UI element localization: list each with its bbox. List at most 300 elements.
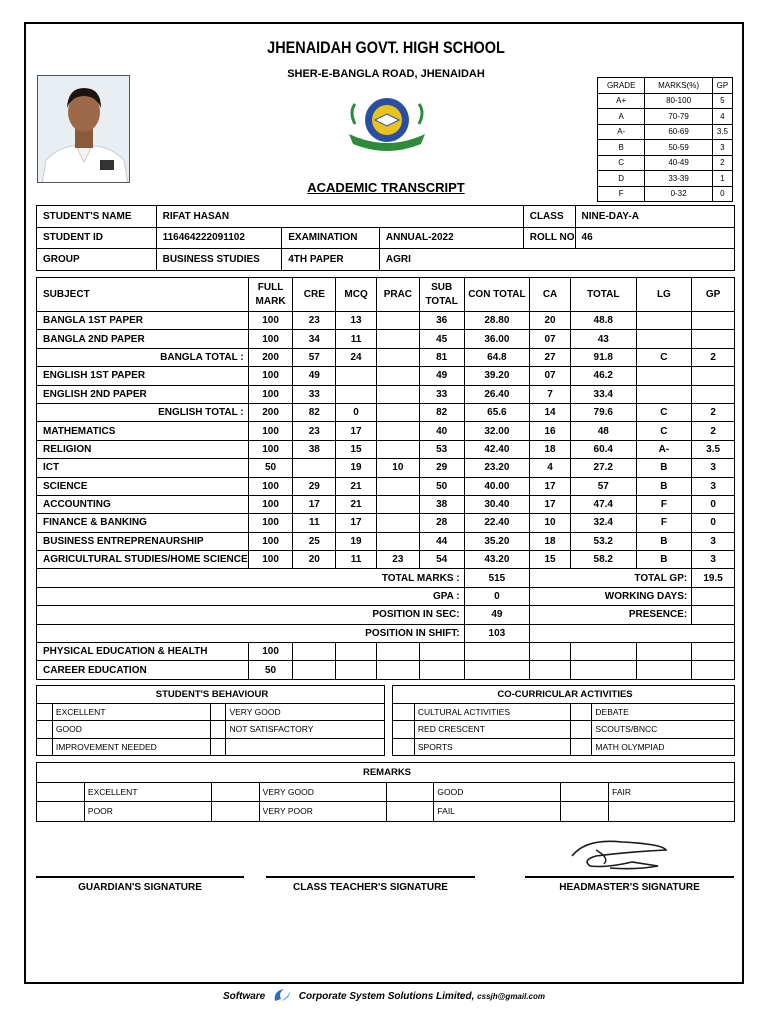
cre-cell: 20 [293, 551, 336, 569]
ca-cell: 18 [530, 440, 571, 458]
marks-table [36, 277, 735, 680]
option-label: GOOD [434, 782, 561, 802]
ca-header: CA [530, 278, 571, 312]
check-box [386, 802, 434, 822]
subject-cell: SCIENCE [37, 477, 249, 495]
option-label: CULTURAL ACTIVITIES [414, 703, 570, 721]
mcq-cell: 24 [336, 348, 377, 366]
gp-cell: 0 [692, 514, 735, 532]
sub-total-cell: 45 [419, 330, 464, 348]
subject-row [37, 385, 735, 403]
check-box [210, 721, 226, 739]
full-mark-cell: 50 [248, 459, 293, 477]
check-box [37, 703, 53, 721]
con-total-cell: 40.00 [464, 477, 530, 495]
ca-cell: 27 [530, 348, 571, 366]
subject-row [37, 551, 735, 569]
con-total-cell: 43.20 [464, 551, 530, 569]
prac-cell [376, 367, 419, 385]
prac-cell [376, 495, 419, 513]
check-box [211, 802, 259, 822]
ca-cell: 10 [530, 514, 571, 532]
empty-cell [530, 643, 571, 661]
total-cell: 46.2 [570, 367, 636, 385]
gp-cell: 5 [712, 93, 732, 109]
option-label: FAIL [434, 802, 561, 822]
student-id: 116464222091102 [156, 227, 282, 249]
subject-cell: BUSINESS ENTREPRENAURSHIP [37, 532, 249, 550]
gp-cell: 2 [692, 403, 735, 421]
empty-cell [464, 661, 530, 679]
check-box [570, 721, 592, 739]
option-label: FAIR [609, 782, 735, 802]
check-box [570, 703, 592, 721]
subject-header: SUBJECT [37, 278, 249, 312]
mcq-cell: 21 [336, 495, 377, 513]
gp-cell [692, 312, 735, 330]
empty-cell [376, 643, 419, 661]
empty-cell [419, 643, 464, 661]
total-cell: 27.2 [570, 459, 636, 477]
subject-cell: BANGLA TOTAL : [37, 348, 249, 366]
check-box [570, 738, 592, 756]
check-box [211, 782, 259, 802]
option-label [226, 738, 385, 756]
lg-header: LG [636, 278, 692, 312]
empty-cell [636, 661, 692, 679]
footer-email: cssjh@gmail.com [477, 992, 545, 1002]
grade-row [598, 124, 733, 140]
subject-cell: AGRICULTURAL STUDIES/HOME SCIENCE [37, 551, 249, 569]
cre-cell: 11 [293, 514, 336, 532]
mcq-cell: 11 [336, 551, 377, 569]
working-days-value [692, 587, 735, 605]
grade-row [598, 186, 733, 202]
prac-cell [376, 440, 419, 458]
subject-row [37, 459, 735, 477]
teacher-signature-line [266, 876, 475, 878]
check-box [210, 703, 226, 721]
prac-cell [376, 385, 419, 403]
presence-value [692, 606, 735, 624]
lg-cell: B [636, 459, 692, 477]
check-box [37, 738, 53, 756]
con-total-cell: 39.20 [464, 367, 530, 385]
activity-row [393, 703, 735, 721]
position-shift-value: 103 [464, 624, 530, 642]
cre-cell: 33 [293, 385, 336, 403]
marks-range-cell: 80-100 [645, 93, 712, 109]
mcq-cell: 0 [336, 403, 377, 421]
empty-cell [293, 661, 336, 679]
empty-cell [336, 643, 377, 661]
grade-row [598, 109, 733, 125]
option-label [609, 802, 735, 822]
mcq-cell: 19 [336, 459, 377, 477]
gp-cell: 2 [692, 348, 735, 366]
grade-header: GRADE [598, 78, 645, 94]
class-label: CLASS [523, 206, 575, 228]
full-mark-cell: 100 [248, 643, 293, 661]
examination-label: EXAMINATION [282, 227, 380, 249]
cre-header: CRE [293, 278, 336, 312]
full-mark-cell: 100 [248, 495, 293, 513]
total-gp-label: TOTAL GP: [530, 569, 692, 587]
subject-cell: BANGLA 2ND PAPER [37, 330, 249, 348]
prac-cell: 10 [376, 459, 419, 477]
option-label: EXCELLENT [84, 782, 211, 802]
gp-cell: 3 [692, 532, 735, 550]
grade-cell: A- [598, 124, 645, 140]
cre-cell [293, 459, 336, 477]
transcript-title: ACADEMIC TRANSCRIPT [307, 180, 465, 195]
cre-cell: 82 [293, 403, 336, 421]
cre-cell: 49 [293, 367, 336, 385]
option-label: VERY GOOD [226, 703, 385, 721]
gp-cell: 3.5 [692, 440, 735, 458]
subject-cell: CAREER EDUCATION [37, 661, 249, 679]
full-mark-cell: 200 [248, 403, 293, 421]
subject-row [37, 477, 735, 495]
remark-row [37, 782, 735, 802]
activity-row [393, 738, 735, 756]
mcq-cell: 17 [336, 514, 377, 532]
subject-cell: ACCOUNTING [37, 495, 249, 513]
subject-row [37, 440, 735, 458]
mcq-cell [336, 385, 377, 403]
subject-cell: ICT [37, 459, 249, 477]
footer [0, 987, 768, 1006]
ca-cell: 07 [530, 367, 571, 385]
headmaster-signature-line [525, 876, 734, 878]
total-cell: 91.8 [570, 348, 636, 366]
ca-cell: 20 [530, 312, 571, 330]
con-total-cell: 23.20 [464, 459, 530, 477]
gp-cell: 4 [712, 109, 732, 125]
option-label: VERY GOOD [259, 782, 386, 802]
option-label: POOR [84, 802, 211, 822]
subject-row [37, 495, 735, 513]
guardian-signature-line [36, 876, 244, 878]
con-total-cell: 36.00 [464, 330, 530, 348]
lg-cell [636, 385, 692, 403]
check-box [210, 738, 226, 756]
lg-cell: C [636, 403, 692, 421]
ca-cell: 17 [530, 495, 571, 513]
option-label: RED CRESCENT [414, 721, 570, 739]
gp-cell: 3 [692, 477, 735, 495]
grade-cell: C [598, 155, 645, 171]
student-id-label: STUDENT ID [37, 227, 157, 249]
check-box [37, 721, 53, 739]
grade-row [598, 171, 733, 187]
grade-cell: A+ [598, 93, 645, 109]
full-mark-cell: 100 [248, 440, 293, 458]
gpa-value: 0 [464, 587, 530, 605]
blank-cell [530, 624, 735, 642]
check-box [393, 721, 415, 739]
mcq-cell: 19 [336, 532, 377, 550]
subject-row [37, 403, 735, 421]
prac-header: PRAC [376, 278, 419, 312]
examination-value: ANNUAL-2022 [379, 227, 523, 249]
full-mark-cell: 100 [248, 367, 293, 385]
total-header: TOTAL [570, 278, 636, 312]
prac-cell [376, 422, 419, 440]
position-sec-label: POSITION IN SEC: [37, 606, 465, 624]
guardian-signature-label: GUARDIAN'S SIGNATURE [78, 882, 202, 893]
footer-prefix: Software [223, 991, 266, 1003]
remark-row [37, 802, 735, 822]
empty-cell [636, 643, 692, 661]
mcq-header: MCQ [336, 278, 377, 312]
grade-cell: F [598, 186, 645, 202]
check-box [561, 782, 609, 802]
option-label: IMPROVEMENT NEEDED [52, 738, 210, 756]
group-label: GROUP [37, 249, 157, 271]
sub-total-cell: 50 [419, 477, 464, 495]
cre-cell: 23 [293, 312, 336, 330]
full-mark-cell: 100 [248, 312, 293, 330]
lg-cell: B [636, 551, 692, 569]
headmaster-signature-label: HEADMASTER'S SIGNATURE [559, 882, 700, 893]
full-mark-cell: 100 [248, 514, 293, 532]
cre-cell: 38 [293, 440, 336, 458]
empty-cell [464, 643, 530, 661]
total-cell: 47.4 [570, 495, 636, 513]
check-box [393, 703, 415, 721]
subject-cell: ENGLISH TOTAL : [37, 403, 249, 421]
con-total-cell: 32.00 [464, 422, 530, 440]
behaviour-row [37, 721, 385, 739]
full-mark-cell: 50 [248, 661, 293, 679]
option-label: SPORTS [414, 738, 570, 756]
marks-range-cell: 50-59 [645, 140, 712, 156]
gp-cell: 2 [712, 155, 732, 171]
prac-cell [376, 477, 419, 495]
school-name: JHENAIDAH GOVT. HIGH SCHOOL [267, 38, 505, 57]
prac-cell [376, 312, 419, 330]
sub-total-cell: 54 [419, 551, 464, 569]
grade-scale-table [597, 77, 733, 202]
subject-row [37, 348, 735, 366]
total-cell: 79.6 [570, 403, 636, 421]
lg-cell: A- [636, 440, 692, 458]
fourth-paper-label: 4TH PAPER [282, 249, 380, 271]
empty-cell [530, 661, 571, 679]
student-name: RIFAT HASAN [156, 206, 523, 228]
total-marks-label: TOTAL MARKS : [37, 569, 465, 587]
total-cell: 58.2 [570, 551, 636, 569]
con-total-cell: 42.40 [464, 440, 530, 458]
total-cell: 53.2 [570, 532, 636, 550]
gp-cell: 0 [692, 495, 735, 513]
ca-cell: 16 [530, 422, 571, 440]
ca-cell: 14 [530, 403, 571, 421]
lg-cell: C [636, 348, 692, 366]
con-total-cell: 64.8 [464, 348, 530, 366]
total-cell: 48.8 [570, 312, 636, 330]
cre-cell: 23 [293, 422, 336, 440]
gp-cell: 2 [692, 422, 735, 440]
full-mark-cell: 200 [248, 348, 293, 366]
roll-label: ROLL NO [523, 227, 575, 249]
con-total-header: CON TOTAL [464, 278, 530, 312]
check-box [386, 782, 434, 802]
full-mark-cell: 100 [248, 422, 293, 440]
gp-header: GP [712, 78, 732, 94]
check-box [37, 802, 85, 822]
behaviour-row [37, 738, 385, 756]
lg-cell: B [636, 477, 692, 495]
check-box [561, 802, 609, 822]
empty-cell [570, 643, 636, 661]
behaviour-table [36, 685, 385, 756]
working-days-label: WORKING DAYS: [530, 587, 692, 605]
group-value: BUSINESS STUDIES [156, 249, 282, 271]
subject-row [37, 367, 735, 385]
ca-cell: 4 [530, 459, 571, 477]
mcq-cell: 11 [336, 330, 377, 348]
total-cell: 43 [570, 330, 636, 348]
position-sec-value: 49 [464, 606, 530, 624]
grade-cell: D [598, 171, 645, 187]
sub-total-cell: 40 [419, 422, 464, 440]
sub-total-header: SUB TOTAL [419, 278, 464, 312]
grade-row [598, 140, 733, 156]
subject-row [37, 312, 735, 330]
footer-company: Corporate System Solutions Limited, [298, 991, 475, 1003]
marks-range-cell: 0-32 [645, 186, 712, 202]
lg-cell [636, 312, 692, 330]
prac-cell [376, 348, 419, 366]
empty-cell [336, 661, 377, 679]
total-cell: 32.4 [570, 514, 636, 532]
remarks-title: REMARKS [37, 763, 735, 783]
empty-cell [692, 661, 735, 679]
school-address: SHER-E-BANGLA ROAD, JHENAIDAH [287, 68, 485, 80]
subject-row [37, 532, 735, 550]
total-marks-value: 515 [464, 569, 530, 587]
empty-cell [376, 661, 419, 679]
subject-cell: ENGLISH 2ND PAPER [37, 385, 249, 403]
con-total-cell: 26.40 [464, 385, 530, 403]
subject-cell: FINANCE & BANKING [37, 514, 249, 532]
subject-cell: PHYSICAL EDUCATION & HEALTH [37, 643, 249, 661]
extra-subject-row [37, 661, 735, 679]
student-photo [37, 75, 130, 183]
option-label: MATH OLYMPIAD [592, 738, 735, 756]
total-cell: 48 [570, 422, 636, 440]
option-label: EXCELLENT [52, 703, 210, 721]
grade-row [598, 93, 733, 109]
empty-cell [570, 661, 636, 679]
full-mark-cell: 100 [248, 385, 293, 403]
option-label: SCOUTS/BNCC [592, 721, 735, 739]
full-mark-header: FULL MARK [248, 278, 293, 312]
subject-cell: ENGLISH 1ST PAPER [37, 367, 249, 385]
marks-range-cell: 60-69 [645, 124, 712, 140]
sub-total-cell: 33 [419, 385, 464, 403]
full-mark-cell: 100 [248, 477, 293, 495]
ca-cell: 7 [530, 385, 571, 403]
activity-row [393, 721, 735, 739]
empty-cell [419, 661, 464, 679]
ca-cell: 07 [530, 330, 571, 348]
class-value: NINE-DAY-A [575, 206, 734, 228]
activities-title: CO-CURRICULAR ACTIVITIES [393, 686, 735, 704]
cre-cell: 29 [293, 477, 336, 495]
empty-cell [293, 643, 336, 661]
con-total-cell: 28.80 [464, 312, 530, 330]
gp-cell: 3 [692, 551, 735, 569]
lg-cell [636, 330, 692, 348]
gp-cell: 0 [712, 186, 732, 202]
prac-cell [376, 330, 419, 348]
full-mark-cell: 100 [248, 551, 293, 569]
sub-total-cell: 36 [419, 312, 464, 330]
sub-total-cell: 81 [419, 348, 464, 366]
sub-total-cell: 44 [419, 532, 464, 550]
gp-cell: 3 [692, 459, 735, 477]
mcq-cell: 13 [336, 312, 377, 330]
option-label: VERY POOR [259, 802, 386, 822]
con-total-cell: 35.20 [464, 532, 530, 550]
student-name-label: STUDENT'S NAME [37, 206, 157, 228]
sub-total-cell: 82 [419, 403, 464, 421]
subject-row [37, 422, 735, 440]
ca-cell: 17 [530, 477, 571, 495]
full-mark-cell: 100 [248, 330, 293, 348]
gp-cell [692, 385, 735, 403]
subject-cell: BANGLA 1ST PAPER [37, 312, 249, 330]
gp-cell: 3 [712, 140, 732, 156]
subject-row [37, 330, 735, 348]
total-cell: 57 [570, 477, 636, 495]
sub-total-cell: 38 [419, 495, 464, 513]
check-box [37, 782, 85, 802]
gp-col-header: GP [692, 278, 735, 312]
empty-cell [692, 643, 735, 661]
position-shift-label: POSITION IN SHIFT: [37, 624, 465, 642]
grade-row [598, 155, 733, 171]
mcq-cell [336, 367, 377, 385]
behaviour-row [37, 703, 385, 721]
lg-cell: C [636, 422, 692, 440]
behaviour-title: STUDENT'S BEHAVIOUR [37, 686, 385, 704]
fourth-paper-value: AGRI [379, 249, 734, 271]
full-mark-cell: 100 [248, 532, 293, 550]
mcq-cell: 15 [336, 440, 377, 458]
transcript-page [24, 22, 744, 984]
sub-total-cell: 29 [419, 459, 464, 477]
prac-cell [376, 403, 419, 421]
mcq-cell: 21 [336, 477, 377, 495]
company-logo-icon [272, 987, 292, 1006]
lg-cell: F [636, 495, 692, 513]
gpa-label: GPA : [37, 587, 465, 605]
total-gp-value: 19.5 [692, 569, 735, 587]
cre-cell: 17 [293, 495, 336, 513]
sub-total-cell: 49 [419, 367, 464, 385]
gp-cell [692, 330, 735, 348]
ca-cell: 18 [530, 532, 571, 550]
teacher-signature-label: CLASS TEACHER'S SIGNATURE [293, 882, 448, 893]
cre-cell: 25 [293, 532, 336, 550]
subject-cell: RELIGION [37, 440, 249, 458]
marks-range-cell: 33-39 [645, 171, 712, 187]
con-total-cell: 30.40 [464, 495, 530, 513]
